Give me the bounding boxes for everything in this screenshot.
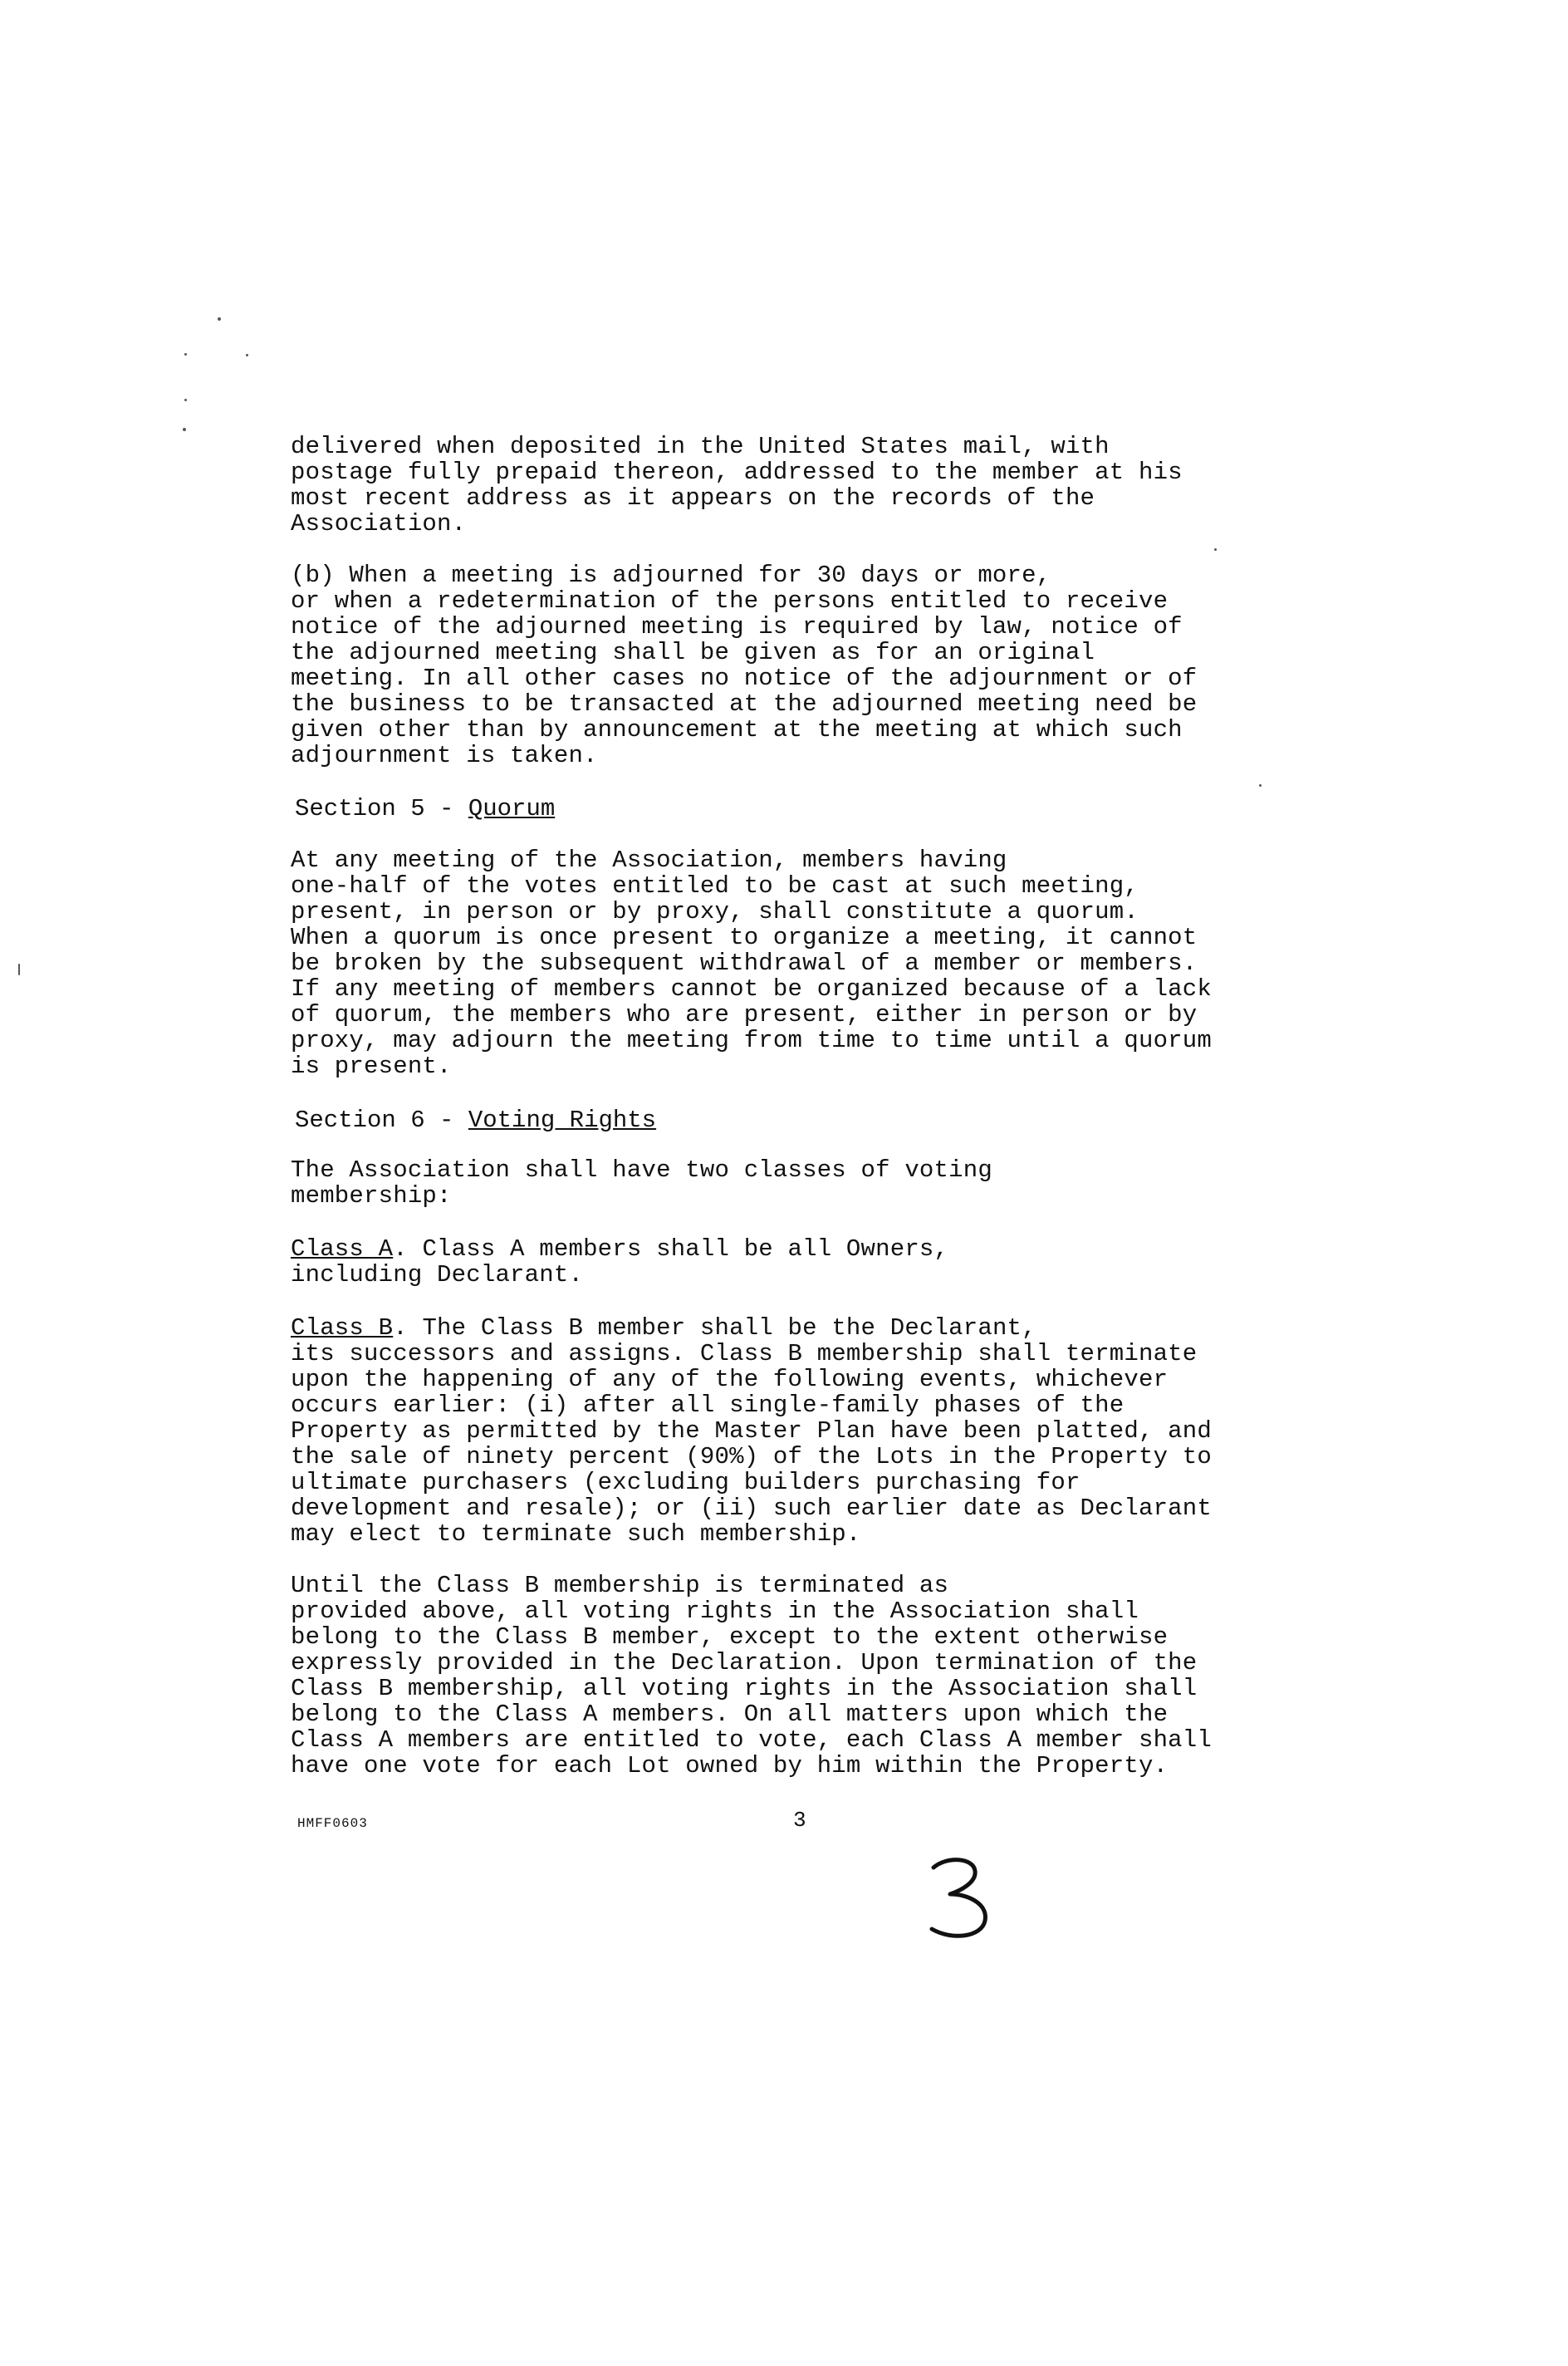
scan-speck bbox=[184, 399, 187, 401]
scan-speck bbox=[183, 428, 186, 431]
paragraph-quorum: At any meeting of the Association, members having one-half of the votes entitled to be cast at such meeting, present, in person or by proxy, shall constitute a quorum. When a quorum is once present to organize a meeting, it cannot be broken by the subsequent withdrawal of a member or members. If any meeting of members cannot be organized because of a lack of quorum, the members who are present, either in person or by proxy, may adjourn the meeting from time to time until a quorum is present. bbox=[291, 847, 1212, 1080]
paragraph-delivery: delivered when deposited in the United States mail, with postage fully prepaid thereon, addressed to the member at his most recent address as it appears on the records of the Association. bbox=[291, 433, 1183, 538]
section-6-heading bbox=[295, 1107, 656, 1133]
document-code: HMFF0603 bbox=[297, 1816, 368, 1831]
scan-speck bbox=[246, 354, 248, 356]
section-6-prefix: Section 6 - bbox=[295, 1107, 468, 1134]
scan-speck bbox=[1259, 784, 1262, 787]
class-a-label: Class A bbox=[291, 1235, 394, 1263]
paragraph-class-b-termination: Until the Class B membership is terminated as provided above, all voting rights in the Association shall belong to the Class B member, except to the extent otherwise expressly provided in the Declaration. Upon termination of the Class B membership, all voting rights in the Association shall belong to the Class A members. On all matters upon which the Class A members are entitled to vote, each Class A member shall have one vote for each Lot owned by him within the Property. bbox=[291, 1572, 1212, 1779]
paragraph-class-a bbox=[291, 1236, 1329, 1288]
paragraph-voting-classes: The Association shall have two classes of voting membership: bbox=[291, 1156, 992, 1210]
class-b-label: Class B bbox=[291, 1314, 394, 1342]
paragraph-class-b bbox=[291, 1315, 1329, 1547]
section-5-heading bbox=[295, 796, 555, 822]
scan-speck bbox=[18, 964, 20, 975]
class-b-text: . The Class B member shall be the Declarant, its successors and assigns. Class B membership shall terminate upon the happening of any of the following events, whichever occurs earlier: (i) after all single-family phases of the Property as permitted by the Master Plan have been platted, and the sale of ninety percent (90%) of the Lots in the Property to ultimate purchasers (excluding builders purchasing for development and resale); or (ii) such earlier date as Declarant may elect to terminate such membership. bbox=[291, 1314, 1212, 1548]
section-5-prefix: Section 5 - bbox=[295, 795, 468, 822]
section-5-title: Quorum bbox=[468, 795, 556, 822]
class-a-text: . Class A members shall be all Owners, including Declarant. bbox=[291, 1235, 949, 1289]
scan-speck bbox=[218, 317, 221, 321]
page-number: 3 bbox=[793, 1808, 806, 1833]
scan-speck bbox=[184, 353, 187, 356]
section-6-title: Voting Rights bbox=[468, 1107, 657, 1134]
paragraph-adjourned-meeting: (b) When a meeting is adjourned for 30 days or more, or when a redetermination of the persons entitled to receive notice of the adjourned meeting is required by law, notice of the adjourned meeting shall be given as for an original meeting. In all other cases no notice of the adjournment or of the business to be transacted at the adjourned meeting need be given other than by announcement at the meeting at which such adjournment is taken. bbox=[291, 562, 1198, 769]
handwritten-page-number bbox=[922, 1853, 997, 1944]
scan-speck bbox=[1214, 548, 1217, 551]
